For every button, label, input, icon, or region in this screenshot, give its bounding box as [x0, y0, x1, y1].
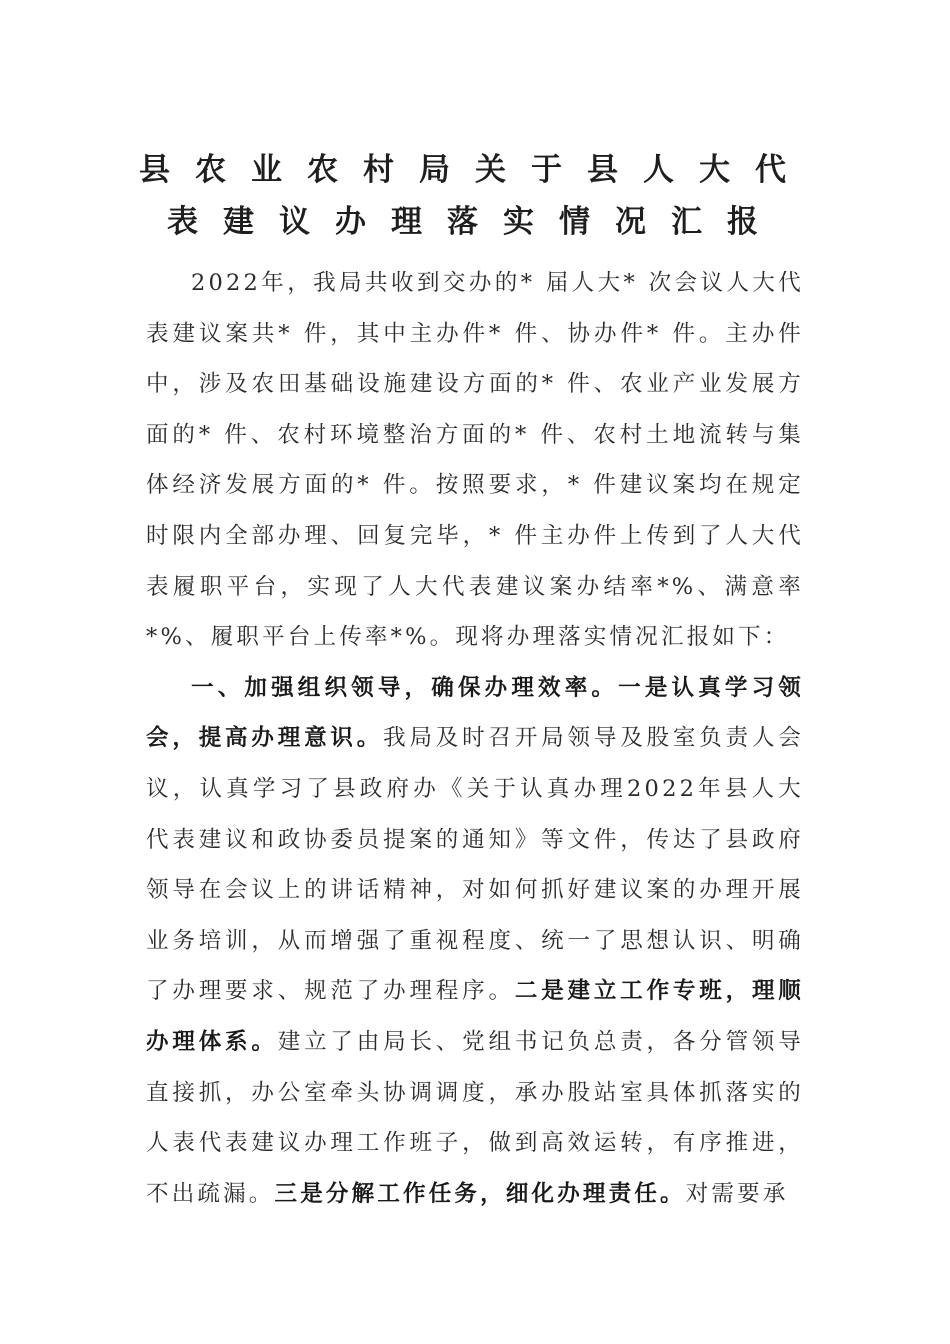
- item-1-text: 我局及时召开局领导及股室负责人会议，认真学习了县政府办《关于认真办理2022年县人大代表建议和政协委员提案的通知》等文件，传达了县政府领导在会议上的讲话精神，对如何抓好建议案的办理开展业务培训，从而增强了重视程度、统一了思想认识、明确了办理要求、规范了办理程序。: [146, 725, 804, 1005]
- section-1-paragraph: [146, 663, 804, 1220]
- document-title-line-1: 县农业农村局关于县人大代: [139, 152, 811, 188]
- item-2-heading: 二是建立工作专班，理顺办理体系。: [146, 978, 804, 1055]
- intro-paragraph: 2022年，我局共收到交办的* 届人大* 次会议人大代表建议案共* 件，其中主办件* 件、协办件* 件。主办件中，涉及农田基础设施建设方面的* 件、农业产业发展方面的* 件、农村环境整治方面的* 件、农村土地流转与集体经济发展方面的* 件。按照要求，* 件建议案均在规定时限内全部办理、回复完毕，* 件主办件上传到了人大代表履职平台，实现了人大代表建议案办结率*%、满意率*%、履职平台上传率*%。现将办理落实情况汇报如下：: [146, 270, 804, 651]
- document-title-line-2: 表建议办理落实情况汇报: [167, 204, 783, 240]
- item-2-text: 建立了由局长、党组书记负总责，各分管领导直接抓，办公室牵头协调调度，承办股站室具体抓落实的人表代表建议办理工作班子，做到高效运转，有序推进，不出疏漏。: [146, 1028, 804, 1207]
- item-3-text: 对需要承: [685, 1180, 789, 1207]
- item-3-heading: 三是分解工作任务，细化办理责任。: [274, 1180, 686, 1207]
- item-1-heading: 一是认真学习领会，提高办理意识。: [146, 674, 804, 752]
- section-1-heading: 一、加强组织领导，确保办理效率。: [191, 674, 619, 701]
- document-body: [146, 258, 804, 1219]
